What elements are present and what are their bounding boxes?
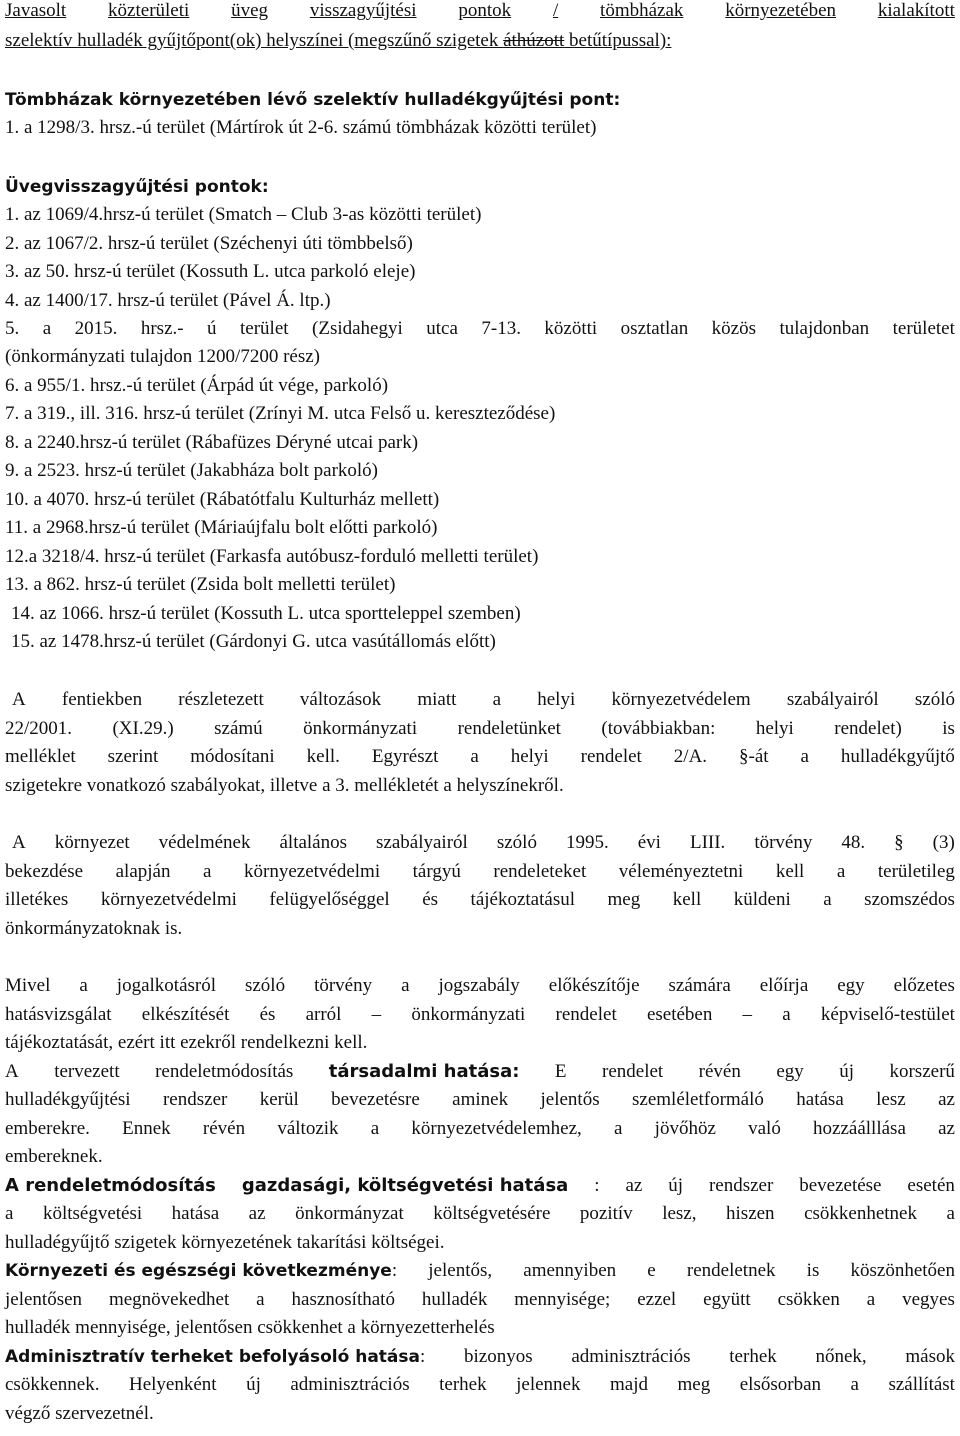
- word: amennyiben: [523, 1260, 617, 1281]
- word: mások: [905, 1346, 955, 1367]
- word: A: [12, 832, 26, 853]
- word: hulladék: [421, 1289, 488, 1310]
- word: bekezdése: [5, 861, 84, 882]
- word: előírja: [759, 975, 809, 996]
- word: A: [12, 689, 26, 710]
- word: esetén: [907, 1175, 955, 1196]
- word: tervezett: [54, 1061, 120, 1082]
- word: közös: [711, 318, 756, 339]
- word: E: [554, 1061, 567, 1082]
- word: számú: [214, 718, 263, 739]
- word: rendeletnek: [686, 1260, 776, 1281]
- word: a: [492, 689, 502, 710]
- word: környezetvédelem: [611, 689, 751, 710]
- word: jelentősen: [5, 1289, 83, 1310]
- word: kell.: [306, 746, 340, 767]
- word: jelennek: [516, 1374, 581, 1395]
- uveg-item-13: 13. a 862. hrsz-ú terület (Zsida bolt melletti terület): [5, 574, 396, 595]
- word: terhek: [729, 1346, 777, 1367]
- word: ezzel: [637, 1289, 677, 1310]
- word: köszönhetően: [850, 1260, 955, 1281]
- word: (3): [932, 832, 955, 853]
- p6-bold-wrap: Környezeti és egészségi következménye:: [5, 1260, 398, 1281]
- uveg-item-15: 15. az 1478.hrsz-ú terület (Gárdonyi G. utca vasútállomás előtt): [11, 631, 496, 652]
- p6-line-3: hulladék mennyisége, jelentősen csökkenhet a környezetterhelés: [5, 1317, 495, 1338]
- word: révén: [202, 1118, 246, 1139]
- uveg-heading: Üvegvisszagyűjtési pontok:: [5, 177, 269, 197]
- word: rendelet: [555, 1004, 617, 1025]
- p4-bold-label: társadalmi hatása:: [328, 1061, 520, 1082]
- word: a: [5, 1203, 14, 1224]
- word: bevezetése: [799, 1175, 882, 1196]
- word: kerül: [259, 1089, 299, 1110]
- word: lesz: [876, 1089, 906, 1110]
- word: vegyes: [902, 1289, 955, 1310]
- word: 5.: [5, 318, 20, 339]
- word: a: [42, 318, 52, 339]
- word: az: [248, 1203, 266, 1224]
- word: költségvetési: [42, 1203, 143, 1224]
- word: változások: [299, 689, 382, 710]
- word: környezetében: [725, 0, 837, 21]
- word: költségvetésére: [433, 1203, 551, 1224]
- word: csökkennek.: [5, 1374, 100, 1395]
- word: majd: [610, 1374, 648, 1395]
- word: (XI.29.): [112, 718, 174, 739]
- word: A: [5, 1061, 19, 1082]
- p5-line-3: hulladégyűjtő szigetek környezetének takarítási költségei.: [5, 1232, 445, 1253]
- word: osztatlan: [620, 318, 689, 339]
- word: tulajdonban: [779, 318, 870, 339]
- word: való: [748, 1118, 781, 1139]
- word: környezet: [54, 832, 130, 853]
- uveg-item-12: 12.a 3218/4. hrsz-ú terület (Farkasfa autóbusz-forduló melletti terület): [5, 546, 539, 567]
- word: visszagyűjtési: [309, 0, 417, 21]
- word: /: [552, 0, 559, 21]
- word: illetékes: [5, 889, 69, 910]
- uveg-item-6: 6. a 955/1. hrsz.-ú terület (Árpád út vége, parkoló): [5, 375, 389, 396]
- word: környezetvédelmi: [100, 889, 237, 910]
- uveg-item-7: 7. a 319., ill. 316. hrsz-ú terület (Zrínyi M. utca Felső u. kereszteződése): [5, 403, 556, 424]
- word: révén: [698, 1061, 741, 1082]
- word: csökken: [777, 1289, 840, 1310]
- word: új: [668, 1175, 684, 1196]
- word: –: [742, 1004, 753, 1025]
- p4-line-3: [5, 1118, 955, 1140]
- word: lesz,: [662, 1203, 697, 1224]
- word: elkészítését: [141, 1004, 230, 1025]
- p1-line-1: [12, 689, 955, 711]
- word: is: [806, 1260, 820, 1281]
- word: csökkenhetnek: [804, 1203, 917, 1224]
- word: a: [850, 1374, 859, 1395]
- word: évi: [637, 832, 661, 853]
- word: kialakított: [877, 0, 955, 21]
- p6-line-2: [5, 1289, 955, 1311]
- word: rendeleteket: [493, 861, 587, 882]
- word: önkormányzati: [411, 1004, 526, 1025]
- word: hasznosítható: [291, 1289, 395, 1310]
- word: önkormányzat: [295, 1203, 404, 1224]
- word: az: [625, 1175, 643, 1196]
- p4-line-2: [5, 1089, 955, 1111]
- word: hiszen: [726, 1203, 775, 1224]
- word: megnövekedhet: [108, 1289, 230, 1310]
- word: :: [594, 1175, 600, 1196]
- word: hatásvizsgálat: [5, 1004, 112, 1025]
- p6-bold-label: Környezeti és egészségi következménye: [5, 1261, 392, 1281]
- word: környezetvédelemhez,: [411, 1118, 582, 1139]
- word: a: [470, 746, 479, 767]
- word: a: [782, 1004, 791, 1025]
- word: 7-13.: [481, 318, 521, 339]
- word: a: [401, 975, 410, 996]
- word: (Zsidahegyi: [312, 318, 403, 339]
- word: környezetvédelmi: [244, 861, 381, 882]
- word: hatása: [171, 1203, 220, 1224]
- p7-bold-wrap: Adminisztratív terheket befolyásoló hatása:: [5, 1346, 426, 1367]
- word: közötti: [544, 318, 598, 339]
- word: rendelet: [602, 1061, 664, 1082]
- p6-line-1: [5, 1260, 955, 1282]
- word: a: [614, 1118, 623, 1139]
- word: 48.: [841, 832, 866, 853]
- word: adminisztrációs: [290, 1374, 410, 1395]
- word: a: [370, 1118, 380, 1139]
- p2-line-2: [5, 861, 955, 883]
- word: üveg: [231, 0, 269, 21]
- word: hulladékgyűjtési: [5, 1089, 131, 1110]
- p1-line-3: [5, 746, 955, 768]
- p7-line-1: [5, 1346, 955, 1368]
- word: területileg: [877, 861, 955, 882]
- word: a: [203, 861, 212, 882]
- word: számára: [668, 975, 731, 996]
- p1-line-2: [5, 718, 955, 740]
- word: helyi: [755, 718, 794, 739]
- word: küldeni: [733, 889, 791, 910]
- word: helyi: [537, 689, 576, 710]
- word: 2/A.: [673, 746, 708, 767]
- word: nőnek,: [815, 1346, 867, 1367]
- word: a: [256, 1289, 265, 1310]
- word: Egyrészt: [371, 746, 439, 767]
- word: mennyisége;: [514, 1289, 611, 1310]
- word: és: [422, 889, 439, 910]
- word: szóló: [244, 975, 286, 996]
- word: jogalkotásról: [116, 975, 216, 996]
- word: kell: [775, 861, 805, 882]
- word: szemléletformáló: [632, 1089, 764, 1110]
- word: a: [866, 1289, 876, 1310]
- word: hulladékgyűjtő: [840, 746, 955, 767]
- word: terhek: [439, 1374, 487, 1395]
- word: adminisztrációs: [571, 1346, 691, 1367]
- word: új: [246, 1374, 261, 1395]
- word: szabályairól: [376, 832, 468, 853]
- uveg-item-2: 2. az 1067/2. hrsz-ú terület (Széchenyi úti tömbbelső): [5, 233, 413, 254]
- word: szomszédos: [864, 889, 955, 910]
- p5-line-2: [5, 1203, 955, 1225]
- word: rendelet): [834, 718, 902, 739]
- word: szállítást: [888, 1374, 955, 1395]
- word: esetében: [646, 1004, 713, 1025]
- word: szóló: [496, 832, 537, 853]
- uveg-item-5-line-1: [5, 318, 955, 340]
- tombhaz-item-1: 1. a 1298/3. hrsz.-ú terület (Mártírok út 2-6. számú tömbházak közötti terület): [5, 117, 597, 138]
- word: §-át: [739, 746, 769, 767]
- word: Ennek: [122, 1118, 171, 1139]
- word: bizonyos: [463, 1346, 533, 1367]
- word: képviselő-testület: [820, 1004, 955, 1025]
- word: is: [942, 718, 955, 739]
- word: a: [836, 861, 846, 882]
- word: véleményeztetni: [618, 861, 744, 882]
- word: általános: [279, 832, 348, 853]
- p7-line-3: végző szervezetnél.: [5, 1403, 154, 1424]
- p1-line-4: szigetekre vonatkozó szabályokat, illetve a 3. mellékletét a helyszínekről.: [5, 775, 564, 796]
- word: kell: [672, 889, 702, 910]
- word: elsősorban: [739, 1374, 822, 1395]
- word: jogszabály: [438, 975, 520, 996]
- uveg-item-10: 10. a 4070. hrsz-ú terület (Rábatótfalu Kulturház mellett): [5, 489, 440, 510]
- word: tájékoztatásul: [470, 889, 576, 910]
- word: ú: [207, 318, 217, 339]
- word: (továbbiakban:: [601, 718, 716, 739]
- word: LIII.: [689, 832, 726, 853]
- word: törvény: [754, 832, 813, 853]
- p4-line-4: embereknek.: [5, 1146, 103, 1167]
- word: új: [839, 1061, 855, 1082]
- word: tömbházak: [600, 0, 684, 21]
- word: rendeletmódosítás: [155, 1061, 294, 1082]
- word: tárgyú: [412, 861, 461, 882]
- word: a: [800, 746, 809, 767]
- word: pontok: [458, 0, 512, 21]
- word: –: [371, 1004, 382, 1025]
- word: miatt: [417, 689, 457, 710]
- word: rendszer: [708, 1175, 774, 1196]
- word: korszerű: [889, 1061, 955, 1082]
- intro-text-a: szelektív hulladék gyűjtőpont(ok) helyszínei (megszűnő szigetek: [5, 30, 504, 51]
- word: jelentős: [540, 1089, 600, 1110]
- word: módosítani: [190, 746, 275, 767]
- p5-bold-1: A rendeletmódosítás: [5, 1175, 216, 1196]
- uveg-item-8: 8. a 2240.hrsz-ú terület (Rábafüzes Déryné utcai park): [5, 432, 419, 453]
- word: melléklet: [5, 746, 76, 767]
- word: emberekre.: [5, 1118, 90, 1139]
- tombhaz-heading: Tömbházak környezetében lévő szelektív hulladékgyűjtési pont:: [5, 90, 621, 110]
- word: védelmének: [158, 832, 251, 853]
- word: aminek: [452, 1089, 509, 1110]
- word: a: [946, 1203, 955, 1224]
- word: arról: [305, 1004, 342, 1025]
- word: 1995.: [565, 832, 609, 853]
- p2-line-3: [5, 889, 955, 911]
- uveg-item-9: 9. a 2523. hrsz-ú terület (Jakabháza bolt parkoló): [5, 460, 379, 481]
- uveg-item-5-line-2: (önkormányzati tulajdon 1200/7200 rész): [5, 346, 321, 367]
- word: szabályairól: [786, 689, 879, 710]
- p4-line-1: [5, 1061, 955, 1083]
- word: és: [259, 1004, 276, 1025]
- word: szerint: [107, 746, 159, 767]
- word: felügyelőséggel: [269, 889, 390, 910]
- word: szóló: [914, 689, 955, 710]
- uveg-item-14: 14. az 1066. hrsz-ú terület (Kossuth L. utca sportteleppel szemben): [11, 603, 521, 624]
- word: a: [79, 975, 88, 996]
- intro-line-2: [5, 30, 671, 52]
- word: az: [938, 1089, 955, 1110]
- word: helyi: [510, 746, 549, 767]
- word: Mivel: [5, 975, 51, 996]
- p5-line-1: [5, 1175, 955, 1197]
- uveg-item-3: 3. az 50. hrsz-ú terület (Kossuth L. utca parkoló eleje): [5, 261, 416, 282]
- p7-bold-label: Adminisztratív terheket befolyásoló hatása: [5, 1347, 420, 1367]
- uveg-item-1: 1. az 1069/4.hrsz-ú terület (Smatch – Club 3-as közötti terület): [5, 204, 482, 225]
- p7-line-2: [5, 1374, 955, 1396]
- word: változik: [277, 1118, 339, 1139]
- word: terület: [240, 318, 289, 339]
- word: előzetes: [893, 975, 955, 996]
- word: rendelet: [580, 746, 642, 767]
- word: meg: [677, 1374, 711, 1395]
- p2-line-4: önkormányzatoknak is.: [5, 918, 183, 939]
- word: 22/2001.: [5, 718, 73, 739]
- struck-word: áthúzott: [503, 30, 565, 51]
- word: alapján: [115, 861, 171, 882]
- intro-text-b: betűtípussal):: [564, 30, 672, 51]
- word: hatása: [796, 1089, 844, 1110]
- word: a: [823, 889, 832, 910]
- intro-line-1: [5, 0, 955, 22]
- word: e: [647, 1260, 656, 1281]
- word: 2015.: [74, 318, 118, 339]
- word: rendeletünket: [457, 718, 561, 739]
- word: Helyenként: [128, 1374, 217, 1395]
- word: jelentős,: [428, 1260, 493, 1281]
- word: az: [938, 1118, 955, 1139]
- word: együtt: [703, 1289, 751, 1310]
- p3-line-3: tájékoztatását, ezért itt ezekről rendelkezni kell.: [5, 1032, 368, 1053]
- word: rendszer: [162, 1089, 228, 1110]
- word: jövőhöz: [654, 1118, 716, 1139]
- p3-line-2: [5, 1004, 955, 1026]
- word: hozzáálllása: [813, 1118, 906, 1139]
- uveg-item-11: 11. a 2968.hrsz-ú terület (Máriaújfalu bolt előtti parkoló): [5, 517, 438, 538]
- word: egy: [837, 975, 865, 996]
- p3-line-1: [5, 975, 955, 997]
- word: önkormányzati: [303, 718, 418, 739]
- word: törvény: [314, 975, 373, 996]
- word: meg: [607, 889, 641, 910]
- word: területet: [892, 318, 955, 339]
- word: fentiekben: [61, 689, 143, 710]
- word: hrsz.-: [140, 318, 184, 339]
- word: Javasolt: [5, 0, 67, 21]
- p2-line-1: [12, 832, 955, 854]
- uveg-item-4: 4. az 1400/17. hrsz-ú terület (Pável Á. ltp.): [5, 290, 331, 311]
- word: részletezett: [178, 689, 264, 710]
- word: előkészítője: [548, 975, 640, 996]
- word: bevezetésre: [331, 1089, 420, 1110]
- word: egy: [776, 1061, 804, 1082]
- word: utca: [426, 318, 458, 339]
- word: pozitív: [579, 1203, 633, 1224]
- word: §: [894, 832, 904, 853]
- p5-bold-2: gazdasági, költségvetési hatása: [241, 1175, 569, 1196]
- word: közterületi: [108, 0, 190, 21]
